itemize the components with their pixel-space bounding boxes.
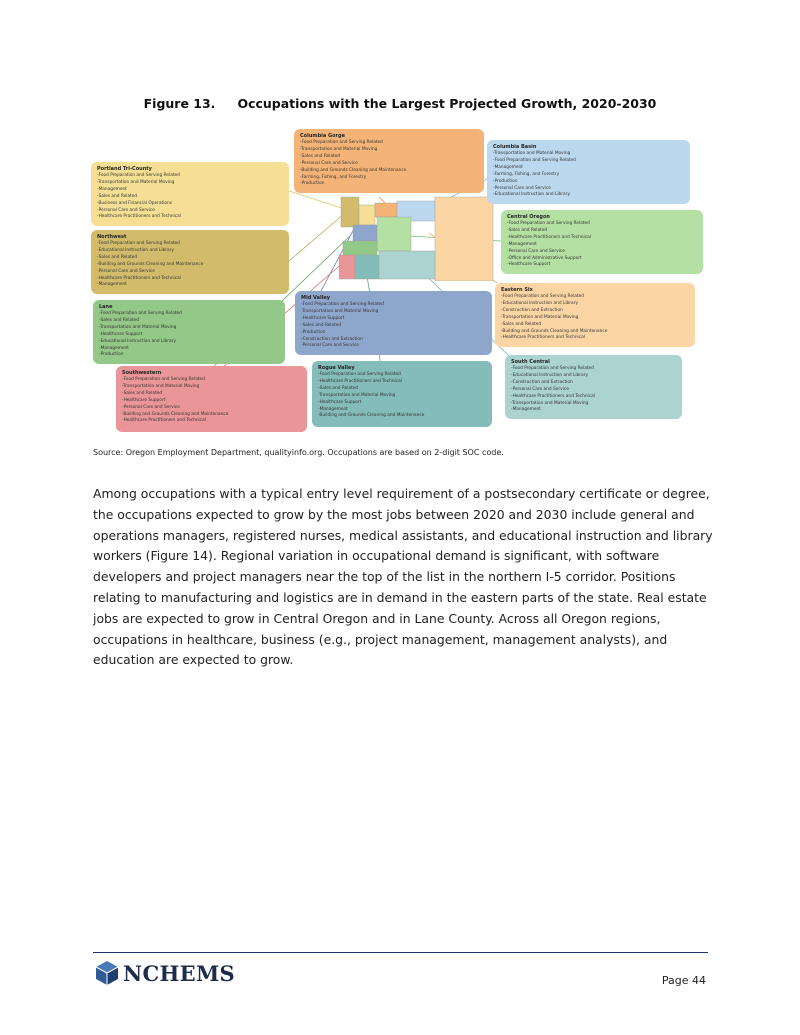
region-occupation: - Food Preparation and Serving Related: [511, 366, 676, 373]
region-occupation: - Personal Care and Service: [97, 269, 283, 276]
region-occupation: - Educational Instruction and Library: [97, 248, 283, 255]
map-portland: [359, 205, 375, 225]
region-occupation: - Construction and Extraction: [501, 308, 689, 315]
region-box-columbia-basin: [487, 140, 690, 204]
region-box-lane: [93, 300, 285, 364]
region-occupation: - Management: [507, 242, 697, 249]
region-occupation: - Healthcare Practitioners and Technical: [97, 276, 283, 283]
region-occupation: - Personal Care and Service: [301, 343, 486, 350]
map-central: [377, 217, 411, 251]
region-name: South Central: [511, 359, 550, 365]
region-occupation: - Healthcare Support: [99, 332, 279, 339]
region-occupation: - Educational Instruction and Library: [501, 301, 689, 308]
map-southcentral: [379, 251, 435, 279]
map-gorge: [375, 203, 397, 217]
figure-number: Figure 13.: [143, 96, 216, 111]
region-occupation: - Transportation and Material Moving: [300, 147, 478, 154]
region-name: Mid Valley: [301, 295, 331, 301]
region-occupation: - Management: [99, 346, 279, 353]
map-midvalley: [353, 225, 377, 241]
region-box-portland: [91, 162, 289, 226]
region-box-south-central: [505, 355, 682, 419]
map-eastern: [435, 197, 493, 281]
region-occupation: - Sales and Related: [122, 391, 301, 398]
region-occupation: - Personal Care and Service: [97, 208, 283, 215]
region-occupation: - Sales and Related: [507, 228, 697, 235]
region-occupation: - Educational Instruction and Library: [511, 373, 676, 380]
region-occupation: - Healthcare Practitioners and Technical: [318, 379, 486, 386]
region-occupation: - Sales and Related: [300, 154, 478, 161]
map-southwestern: [339, 255, 355, 279]
region-occupation: - Transportation and Material Moving: [301, 309, 486, 316]
region-name: Rogue Valley: [318, 365, 355, 371]
region-occupation: - Office and Administrative Support: [507, 256, 697, 263]
region-occupation: - Sales and Related: [99, 318, 279, 325]
region-occupation: - Food Preparation and Serving Related: [97, 173, 283, 180]
region-occupation: - Healthcare Support: [301, 316, 486, 323]
region-occupation: - Personal Care and Service: [493, 186, 684, 193]
region-name: Southwestern: [122, 370, 162, 376]
region-occupation: - Healthcare Practitioners and Technical: [501, 335, 689, 342]
region-occupation: - Production: [301, 330, 486, 337]
region-occupation: - Personal Care and Service: [507, 249, 697, 256]
logo-wordmark: NCHEMS: [123, 960, 235, 986]
region-occupation: - Management: [493, 165, 684, 172]
region-occupation: - Healthcare Practitioners and Technical: [97, 214, 283, 221]
region-occupation: - Transportation and Material Moving: [511, 401, 676, 408]
region-occupation: - Building and Grounds Cleaning and Maintenance: [318, 413, 486, 420]
body-paragraph: Among occupations with a typical entry level requirement of a postsecondary certificate or degree, the occupations expected to grow by the most jobs between 2020 and 2030 include general and operations managers, registered nurses, medical assistants, and educational instruction and library workers (Figure 14). Regional variation in occupational demand is significant, with software developers and project managers near the top of the list in the northern I-5 corridor. Positions relating to manufacturing and logistics are in demand in the eastern parts of the state. Real estate jobs are expected to grow in Central Oregon and in Lane County. Across all Oregon regions, occupations in healthcare, business (e.g., project management, management analysts), and education are expected to grow.: [93, 486, 713, 668]
region-box-southwestern: [116, 366, 307, 432]
region-box-central-oregon: [501, 210, 703, 274]
map-rogue: [355, 255, 379, 279]
connector-northwest: [289, 213, 345, 261]
region-occupation: - Production: [493, 179, 684, 186]
footer-divider: [93, 952, 708, 953]
page-number: Page 44: [661, 974, 706, 987]
region-occupation: - Personal Care and Service: [300, 161, 478, 168]
region-occupation: - Food Preparation and Serving Related: [99, 311, 279, 318]
region-occupation: - Personal Care and Service: [511, 387, 676, 394]
region-name: Portland Tri-County: [97, 166, 152, 172]
region-occupation: - Sales and Related: [97, 255, 283, 262]
region-occupation: - Farming, Fishing, and Forestry: [493, 172, 684, 179]
region-occupation: - Food Preparation and Serving Related: [122, 377, 301, 384]
figure-source: Source: Oregon Employment Department, qualityinfo.org. Occupations are based on 2-digit SOC code.: [93, 448, 504, 457]
region-name: Columbia Basin: [493, 144, 537, 150]
region-box-eastern-six: [495, 283, 695, 347]
region-occupation: - Sales and Related: [97, 194, 283, 201]
region-occupation: - Food Preparation and Serving Related: [97, 241, 283, 248]
region-occupation: - Management: [97, 282, 283, 289]
region-occupation: - Food Preparation and Serving Related: [318, 372, 486, 379]
region-occupation: - Transportation and Material Moving: [97, 180, 283, 187]
region-occupation: - Healthcare Practitioners and Technical: [511, 394, 676, 401]
region-occupation: - Business and Financial Operations: [97, 201, 283, 208]
region-box-rogue-valley: [312, 361, 492, 427]
region-occupation: - Food Preparation and Serving Related: [493, 158, 684, 165]
regional-occupations-figure: [89, 121, 708, 438]
region-occupation: - Food Preparation and Serving Related: [301, 302, 486, 309]
region-name: Eastern Six: [501, 287, 533, 293]
region-occupation: - Building and Grounds Cleaning and Maintenance: [97, 262, 283, 269]
region-occupation: - Transportation and Material Moving: [122, 384, 301, 391]
region-occupation: - Healthcare Practitioners and Technical: [507, 235, 697, 242]
region-occupation: - Transportation and Material Moving: [99, 325, 279, 332]
region-occupation: - Transportation and Material Moving: [493, 151, 684, 158]
region-occupation: - Food Preparation and Serving Related: [501, 294, 689, 301]
nchems-logo: [94, 958, 235, 988]
figure-caption: Occupations with the Largest Projected Growth, 2020-2030: [237, 96, 657, 111]
map-lane: [343, 241, 377, 255]
region-name: Columbia Gorge: [300, 133, 345, 139]
region-occupation: - Healthcare Support: [507, 262, 697, 269]
region-box-columbia-gorge: [294, 129, 484, 193]
region-occupation: - Construction and Extraction: [511, 380, 676, 387]
region-occupation: - Sales and Related: [318, 386, 486, 393]
region-occupation: - Production: [300, 181, 478, 188]
region-occupation: - Educational Instruction and Library: [493, 192, 684, 199]
region-occupation: - Building and Grounds Cleaning and Maintenance: [122, 412, 301, 419]
region-name: Northwest: [97, 234, 127, 240]
region-occupation: - Healthcare Support: [122, 398, 301, 405]
region-occupation: - Transportation and Material Moving: [318, 393, 486, 400]
region-occupation: - Educational Instruction and Library: [99, 339, 279, 346]
region-occupation: - Personal Care and Service: [122, 405, 301, 412]
region-occupation: - Building and Grounds Cleaning and Maintenance: [300, 168, 478, 175]
region-name: Lane: [99, 304, 113, 310]
region-occupation: - Transportation and Material Moving: [501, 315, 689, 322]
region-occupation: - Building and Grounds Cleaning and Maintenance: [501, 329, 689, 336]
cube-icon: [94, 960, 120, 986]
region-occupation: - Food Preparation and Serving Related: [507, 221, 697, 228]
region-occupation: - Healthcare Practitioners and Technical: [122, 418, 301, 425]
region-box-northwest: [91, 230, 289, 294]
region-occupation: - Sales and Related: [501, 322, 689, 329]
region-occupation: - Healthcare Support: [318, 400, 486, 407]
region-occupation: - Management: [511, 407, 676, 414]
figure-title: [0, 96, 800, 111]
region-occupation: - Food Preparation and Serving Related: [300, 140, 478, 147]
region-occupation: - Construction and Extraction: [301, 337, 486, 344]
region-occupation: - Sales and Related: [301, 323, 486, 330]
region-occupation: - Farming, Fishing, and Forestry: [300, 175, 478, 182]
region-name: Central Oregon: [507, 214, 550, 220]
region-occupation: - Management: [318, 407, 486, 414]
region-box-mid-valley: [295, 291, 492, 355]
map-northwest: [341, 197, 359, 227]
region-occupation: - Management: [97, 187, 283, 194]
region-occupation: - Production: [99, 352, 279, 359]
